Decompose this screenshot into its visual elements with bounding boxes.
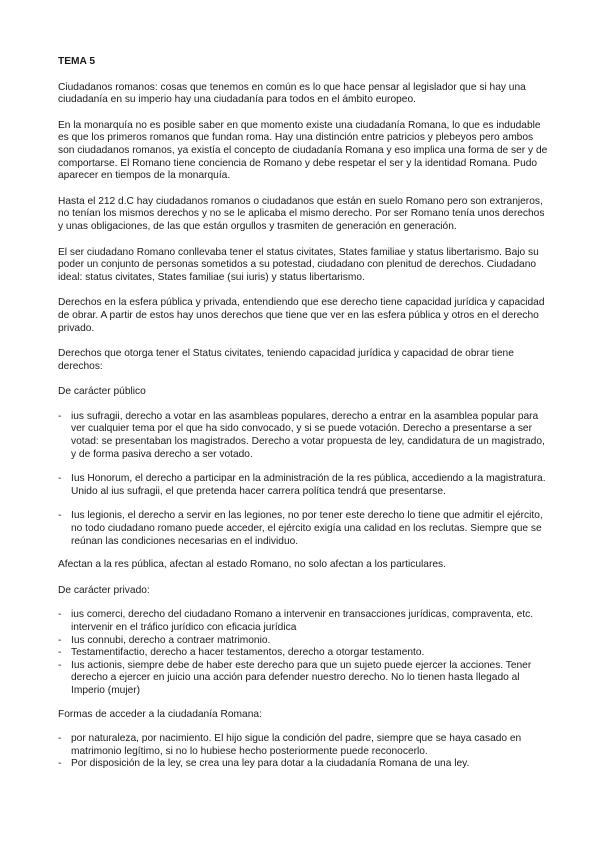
paragraph-derechos: Derechos que otorga tener el Status civitates, teniendo capacidad jurídica y capacidad de obrar tiene derechos: bbox=[58, 348, 514, 372]
document-title: TEMA 5 bbox=[58, 56, 95, 67]
list-item: - Ius actionis, siempre debe de haber este derecho para que un sujeto puede ejercer la acciones. Tener derecho a ejercer en juicio una acción para defender nuestro derecho. No lo tienen hasta llegado al Imperio (mujer) bbox=[58, 659, 532, 696]
paragraph-intro: Ciudadanos romanos: cosas que tenemos en común es lo que hace pensar al legislador que si hay una ciudadanía en su imperio hay una ciudadanía para todos en el ámbito europeo. bbox=[58, 81, 526, 106]
paragraph-res-publica: Afectan a la res pública, afectan al estado Romano, no solo afectan a los particulares. bbox=[58, 559, 446, 571]
paragraph-esferas: Derechos en la esfera pública y privada, entendiendo que ese derecho tiene capacidad jurídica y capacidad de obrar. A partir de estos hay unos derechos que tiene que ver en las esfera pública y otros en el derecho privado. bbox=[58, 297, 545, 334]
list-privado bbox=[58, 609, 548, 697]
paragraph-212: Hasta el 212 d.C hay ciudadanos romanos o ciudadanos que están en suelo Romano pero son extranjeros, no tenían los mismos derechos y no se le aplicaba el mismo derecho. Por ser Romano tenía unos derechos y unas obligaciones, de las que están orgullos y trasmiten de generación en generación. bbox=[58, 195, 545, 232]
dash-bullet: - bbox=[58, 659, 62, 671]
dash-bullet: - bbox=[58, 733, 62, 745]
heading-privado: De carácter privado: bbox=[58, 584, 150, 596]
heading-publico: De carácter público bbox=[58, 386, 146, 398]
dash-bullet: - bbox=[58, 510, 62, 522]
dash-bullet: - bbox=[58, 647, 62, 659]
paragraph-monarquia: En la monarquía no es posible saber en que momento existe una ciudadanía Romana, lo que es indudable es que los primeros romanos que fundan roma. Hay una distinción entre patricios y plebeyos pero ambos son ciudadanos romanos, ya existía el concepto de ciudadanía Romana y eso implica una forma de ser y de comportarse. El Romano tiene conciencia de Romano y debe respetar el ser y la identidad Romana. Pudo aparecer en tiempos de la monarquía. bbox=[58, 119, 548, 182]
dash-bullet: - bbox=[58, 473, 62, 485]
dash-bullet: - bbox=[58, 410, 62, 422]
list-formas bbox=[58, 733, 548, 771]
list-item: - Ius connubi, derecho a contraer matrimonio. bbox=[58, 634, 271, 646]
list-item: - Ius Honorum, el derecho a participar en la administración de la res pública, accediendo a la magistratura. Unido al ius sufragii, el que pretenda hacer carrera política tendrá que presentarse. bbox=[58, 473, 546, 497]
paragraph-status: El ser ciudadano Romano conllevaba tener el status civitates, States familiae y status libertarismo. Bajo su poder un conjunto de personas sometidos a su potestad, ciudadano con plenitud de derechos. Ciudadano ideal: status civitates, States familiae (sui iuris) y status libertarismo. bbox=[58, 246, 539, 283]
list-item: - Testamentifactio, derecho a hacer testamentos, derecho a otorgar testamento. bbox=[58, 647, 425, 659]
document-page bbox=[58, 56, 548, 782]
list-item: - Por disposición de la ley, se crea una ley para dotar a la ciudadanía Romana de una ley. bbox=[58, 758, 470, 770]
dash-bullet: - bbox=[58, 634, 62, 646]
list-publico bbox=[58, 411, 548, 548]
list-item: - Ius legionis, el derecho a servir en las legiones, no por tener este derecho lo tiene que admitir el ejército, no todo ciudadano romano puede acceder, el ejército exigía una calidad en los reclutas. Siempre que se reúnan las condiciones necesarias en el individuo. bbox=[58, 510, 543, 547]
list-item: - ius comerci, derecho del ciudadano Romano a intervenir en transacciones jurídicas, compraventa, etc. intervenir en el tráfico jurídico con eficacia jurídica bbox=[58, 609, 534, 633]
dash-bullet: - bbox=[58, 758, 62, 770]
list-item: - por naturaleza, por nacimiento. El hijo sigue la condición del padre, siempre que se haya casado en matrimonio legítimo, si no lo hubiese hecho posteriormente puede reconocerlo. bbox=[58, 733, 522, 757]
list-item: - ius sufragii, derecho a votar en las asambleas populares, derecho a entrar en la asamblea popular para ver cualquier tema por el que ha sido convocado, y si se puede votación. Derecho a presentarse a ser votad: se presentaban los magistrados. Derecho a votar propuesta de ley, candidatura de un magistrado, y de forma pasiva derecho a ser votado. bbox=[58, 410, 545, 460]
heading-formas: Formas de acceder a la ciudadanía Romana: bbox=[58, 708, 262, 720]
dash-bullet: - bbox=[58, 609, 62, 621]
